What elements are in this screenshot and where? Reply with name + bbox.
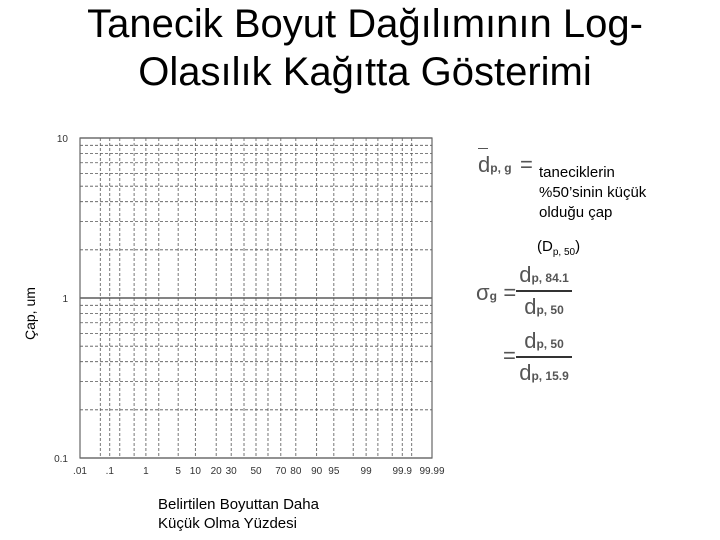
dp50-label bbox=[537, 238, 580, 258]
x-tick-labels bbox=[73, 466, 445, 477]
x-tick-label: 99.9 bbox=[392, 466, 412, 477]
y-tick-label: 1 bbox=[62, 294, 68, 305]
equals-2-wrap bbox=[503, 343, 516, 369]
fraction-1 bbox=[516, 262, 572, 320]
desc-line-2: %50’sinin küçük bbox=[539, 184, 647, 201]
equals-sign: = bbox=[520, 152, 533, 177]
x-tick-label: 90 bbox=[311, 466, 323, 477]
y-tick-label: 0.1 bbox=[54, 454, 68, 465]
x-tick-label: 99 bbox=[360, 466, 372, 477]
x-tick-label: 70 bbox=[275, 466, 287, 477]
x-tick-label: 30 bbox=[225, 466, 237, 477]
dpg-description bbox=[539, 163, 709, 223]
x-axis-caption bbox=[158, 495, 319, 533]
x-tick-label: 5 bbox=[175, 466, 181, 477]
overbar bbox=[478, 148, 488, 149]
frac2-denominator: d bbox=[519, 360, 532, 385]
frac1-den-subscript: p, 50 bbox=[536, 303, 564, 317]
dpg-subscript: p, g bbox=[490, 161, 512, 175]
x-tick-label: 99.99 bbox=[419, 466, 445, 477]
frac2-den-subscript: p, 15.9 bbox=[531, 369, 569, 383]
x-caption-line-1: Belirtilen Boyuttan Daha bbox=[158, 496, 319, 513]
dpg-symbol: d bbox=[478, 152, 491, 177]
fraction-bar-1 bbox=[516, 290, 572, 292]
x-tick-label: 50 bbox=[250, 466, 262, 477]
x-tick-label: 20 bbox=[210, 466, 222, 477]
frac2-num-subscript: p, 50 bbox=[536, 337, 564, 351]
frac1-num-subscript: p, 84.1 bbox=[531, 271, 569, 285]
x-caption-line-2: Küçük Olma Yüzdesi bbox=[158, 515, 297, 532]
dp50-subscript: p, 50 bbox=[552, 247, 576, 258]
frac2-numerator: d bbox=[524, 328, 537, 353]
y-tick-labels bbox=[54, 134, 68, 465]
sigma-symbol: σ bbox=[476, 280, 490, 305]
desc-line-1: taneciklerin bbox=[539, 164, 615, 181]
y-tick-label: 10 bbox=[56, 134, 68, 145]
frac1-numerator: d bbox=[519, 262, 532, 287]
fraction-bar-2 bbox=[516, 356, 572, 358]
fraction-2 bbox=[516, 328, 572, 386]
desc-line-3: olduğu çap bbox=[539, 204, 613, 221]
x-tick-label: 1 bbox=[143, 466, 149, 477]
title-line-2: Olasılık Kağıtta Gösterimi bbox=[138, 50, 592, 94]
x-tick-label: 10 bbox=[189, 466, 201, 477]
x-tick-label: .1 bbox=[105, 466, 114, 477]
x-tick-label: 80 bbox=[290, 466, 302, 477]
dp50-suffix: ) bbox=[575, 238, 581, 255]
sigma-g-formula bbox=[476, 280, 516, 306]
y-axis-label: Çap, um bbox=[22, 287, 38, 340]
dpg-formula bbox=[478, 152, 533, 178]
equals-sign-1: = bbox=[503, 280, 517, 305]
dp50-prefix: (D bbox=[537, 238, 553, 255]
sigma-subscript: g bbox=[489, 289, 497, 303]
frac1-denominator: d bbox=[524, 294, 537, 319]
x-tick-label: .01 bbox=[73, 466, 87, 477]
title-line-1: Tanecik Boyut Dağılımının Log- bbox=[87, 2, 643, 46]
equals-sign-2: = bbox=[503, 343, 516, 368]
x-tick-label: 95 bbox=[328, 466, 340, 477]
